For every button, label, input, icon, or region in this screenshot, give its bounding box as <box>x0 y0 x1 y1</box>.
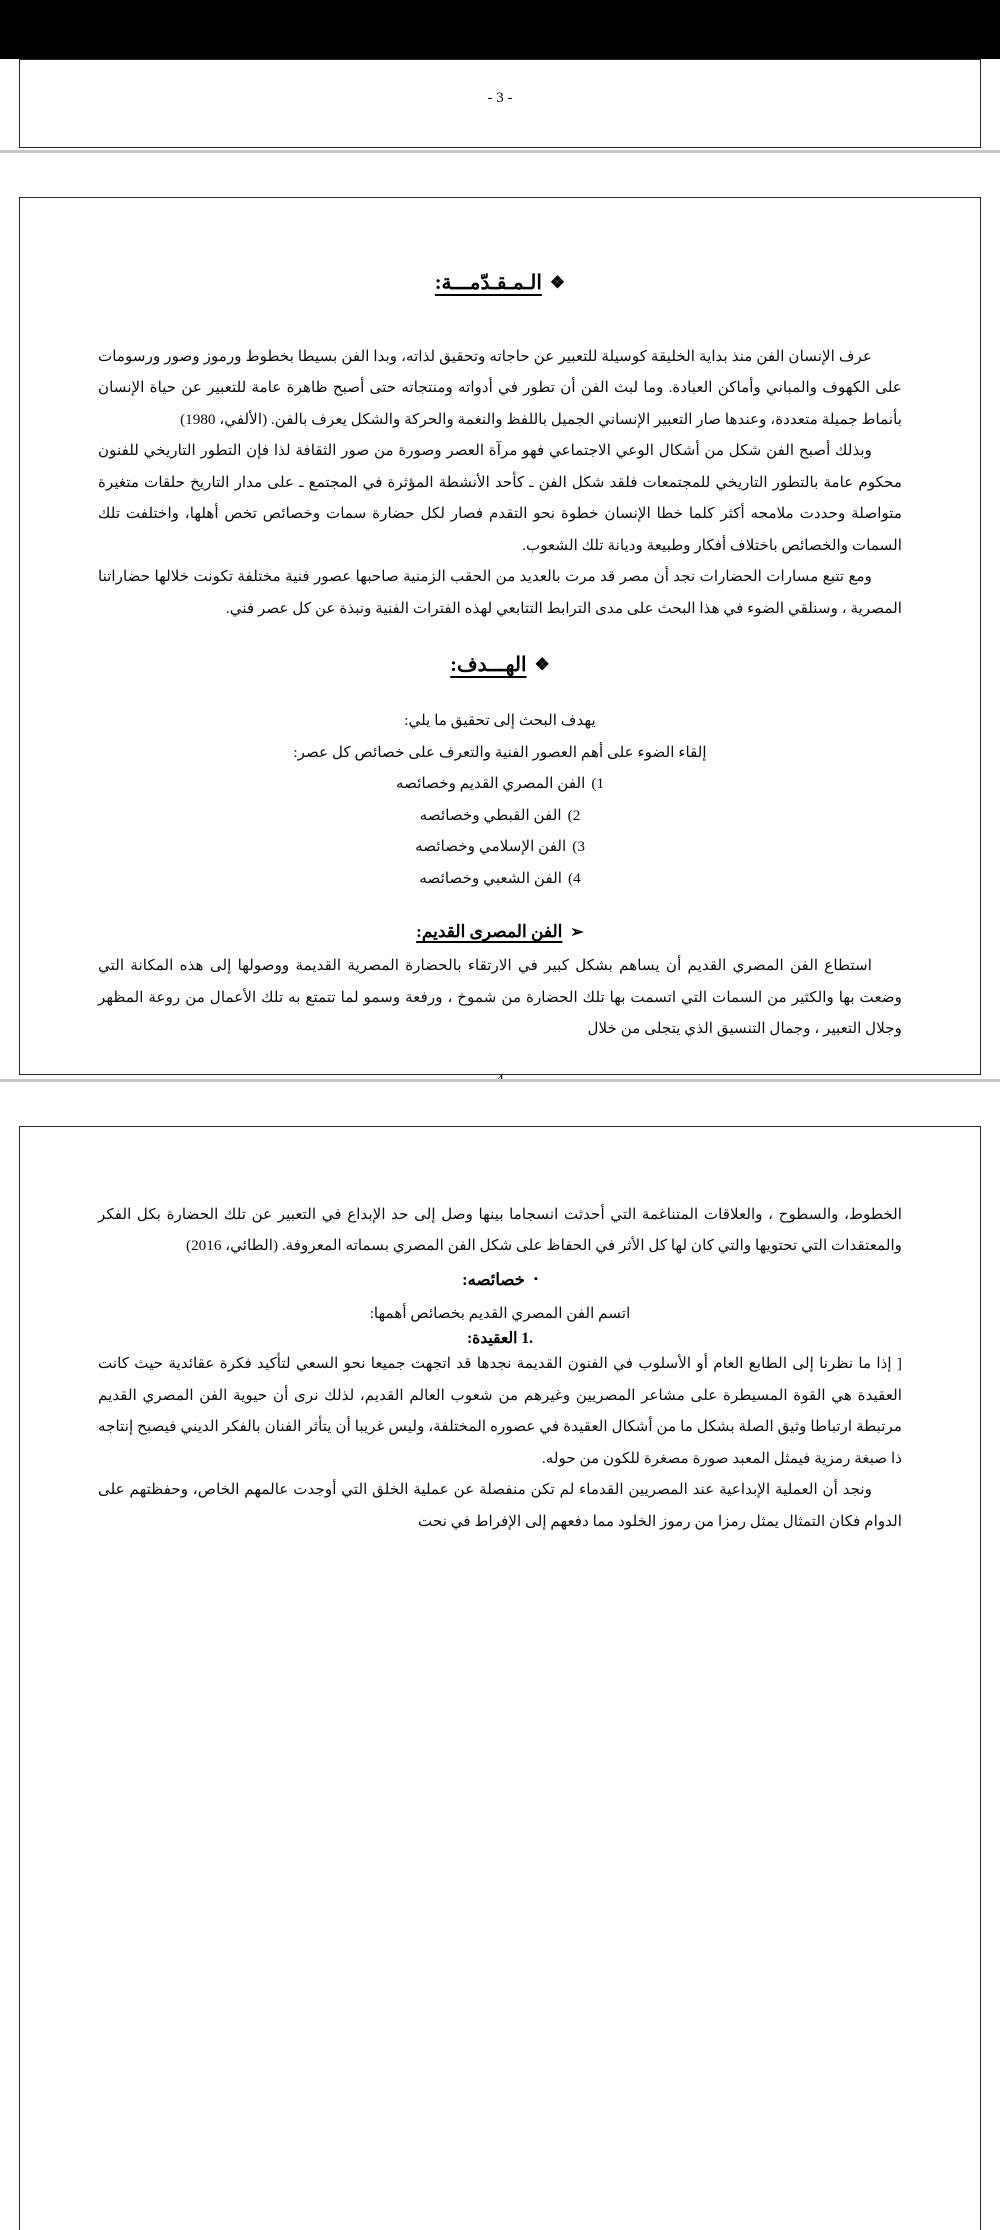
intro-paragraph-3: ومع تتبع مسارات الحضارات نجد أن مصر قد مرت بالعديد من الحقب الزمنية صاحبها عصور فنية مختلفة تكونت خلالها حضاراتنا المصرية ، وسنلقي الضوء في هذا البحث على مدى الترابط التتابعي لهذه الفترات الفنية ونبذة عن كل عصر فني. <box>98 568 902 617</box>
creed-paragraph-2: ونجد أن العملية الإبداعية عند المصريين القدماء لم تكن منفصلة عن عملية الخلق التي أوجدت عالمهم الخاص، وحفظتهم على الدوام فكان التمثال يمثل رمزا من رموز الخلود مما دفعهم إلى الإفراط في نحت <box>98 1481 902 1530</box>
page-body <box>20 198 980 1107</box>
diamond-bullet-icon: ❖ <box>534 655 550 675</box>
top-mask-band <box>0 0 1000 59</box>
intro-heading-text: الـمـقـدّمـــة: <box>434 272 542 294</box>
diamond-bullet-icon: ❖ <box>549 273 566 292</box>
objective-list <box>98 768 902 894</box>
list-item-label: الفن الشعبي وخصائصه <box>419 869 563 887</box>
objective-section-heading <box>98 652 902 677</box>
list-item-label: الفن المصري القديم وخصائصه <box>395 775 586 793</box>
creed-heading: .1 العقيدة: <box>467 1330 533 1348</box>
intro-section-heading <box>98 270 902 295</box>
document-page <box>19 197 981 1075</box>
characteristics-lead-text: اتسم الفن المصري القديم بخصائص أهمها: <box>369 1304 631 1322</box>
document-page <box>19 59 981 148</box>
page-3-wrapper <box>0 59 1000 148</box>
list-item-number: 3) <box>572 838 585 856</box>
list-item <box>98 768 902 799</box>
intro-paragraph-1: عرف الإنسان الفن منذ بداية الخليقة كوسيلة للتعبير عن حاجاته وتحقيق لذاته، وبدا الفن بسيطا بخطوط ورموز وصور ورسومات على الكهوف والمباني وأماكن العبادة. وما لبث الفن أن تطور في أدواته ومنتجاته حتى أصبح ظاهرة عامة للتعبير عن حياة الإنسان بأنماط جميلة متعددة، وعندها صار التعبير الإنساني الجميل باللفظ والنغمة والحركة والشكل يعرف بالفن. (الألفي، 1980) <box>98 348 902 428</box>
continuation-paragraph: الخطوط، والسطوح ، والعلاقات المتناغمة التي أحدثت انسجاما بينها وصل إلى حد الإبداع في التعبير عن تلك الحضارة بكل الفكر والمعتقدات التي تحتويها والتي كان لها كل الأثر في الحفاظ على شكل الفن المصري بسماته المعروفة. (الطائي، 2016) <box>98 1206 902 1255</box>
list-item-number: 2) <box>567 806 581 824</box>
list-item-number: 4) <box>568 869 581 887</box>
document-page <box>19 1126 981 2230</box>
ancient-art-heading-text: الفن المصرى القديم: <box>416 922 563 942</box>
ancient-art-heading <box>98 922 902 942</box>
list-item <box>98 800 902 831</box>
objective-heading-text: الهـــدف: <box>450 654 527 677</box>
objective-sub-text: إلقاء الضوء على أهم العصور الفنية والتعرف على خصائص كل عصر: <box>293 743 707 761</box>
square-bullet-icon: ▪ <box>533 1272 538 1285</box>
characteristics-heading <box>98 1270 902 1290</box>
list-item-label: الفن القبطي وخصائصه <box>419 806 562 824</box>
creed-paragraph-1: [ إذا ما نظرنا إلى الطابع العام أو الأسلوب في الفنون القديمة نجدها قد اتجهت جميعا نحو السعي لتأكيد فكرة عقائدية حيث كانت العقيدة هي القوة المسيطرة على مشاعر المصريين وغيرهم من شعوب العالم القديم، لذلك نرى أن حيوية الفن المصري القديم مرتبطة ارتباطا وثيق الصلة بشكل ما من أشكال العقيدة في عصوره المختلفة، وليس غريبا أن يتأثر الفنان بالفكر الديني فيصبح إنتاجه ذا صبغة رمزية فيمثل المعبد صورة مصغرة للكون من حوله. <box>98 1355 902 1467</box>
page-number-label: - 3 - <box>487 90 513 106</box>
page-body <box>20 60 980 126</box>
characteristics-heading-text: خصائصه: <box>462 1269 525 1289</box>
list-item <box>98 831 902 862</box>
list-item-label: الفن الإسلامي وخصائصه <box>415 838 567 856</box>
objective-lead-text: يهدف البحث إلى تحقيق ما يلي: <box>404 712 596 730</box>
list-item-number: 1) <box>591 775 605 793</box>
page-separator-gap <box>0 150 1000 172</box>
page-separator-gap <box>0 1079 1000 1101</box>
arrow-bullet-icon: ➢ <box>570 924 584 942</box>
page-5-wrapper <box>0 1126 1000 2230</box>
page-body <box>20 1127 980 1563</box>
ancient-art-paragraph: استطاع الفن المصري القديم أن يساهم بشكل كبير في الارتقاء بالحضارة المصرية القديمة ووصولها إلى هذه المكانة التي وضعت بها والكثير من السمات التي اتسمت بها تلك الحضارة من شموخ ، ورفعة وسمو لما تتمتع به تلك الأعمال من روعة المظهر وجلال التعبير ، وجمال التنسيق الذي يتجلى من خلال <box>98 957 902 1037</box>
page-4-wrapper <box>0 197 1000 1075</box>
list-item <box>98 863 902 894</box>
intro-paragraph-2: وبذلك أصبح الفن شكل من أشكال الوعي الاجتماعي فهو مرآة العصر وصورة من صور الثقافة لذا فإن التطور التاريخي للفنون محكوم عامة بالتطور التاريخي للمجتمعات فلقد شكل الفن ـ كأحد الأنشطة المؤثرة في المجتمع ـ على مدار التاريخ حلقات متغيرة متواصلة وحددت ملامحه أكثر كلما خطا الإنسان خطوة نحو التقدم فصار لكل حضارة سمات وخصائص تخص أهلها، واختلفت تلك السمات والخصائص باختلاف أفكار وطبيعة وديانة تلك الشعوب. <box>98 442 902 554</box>
